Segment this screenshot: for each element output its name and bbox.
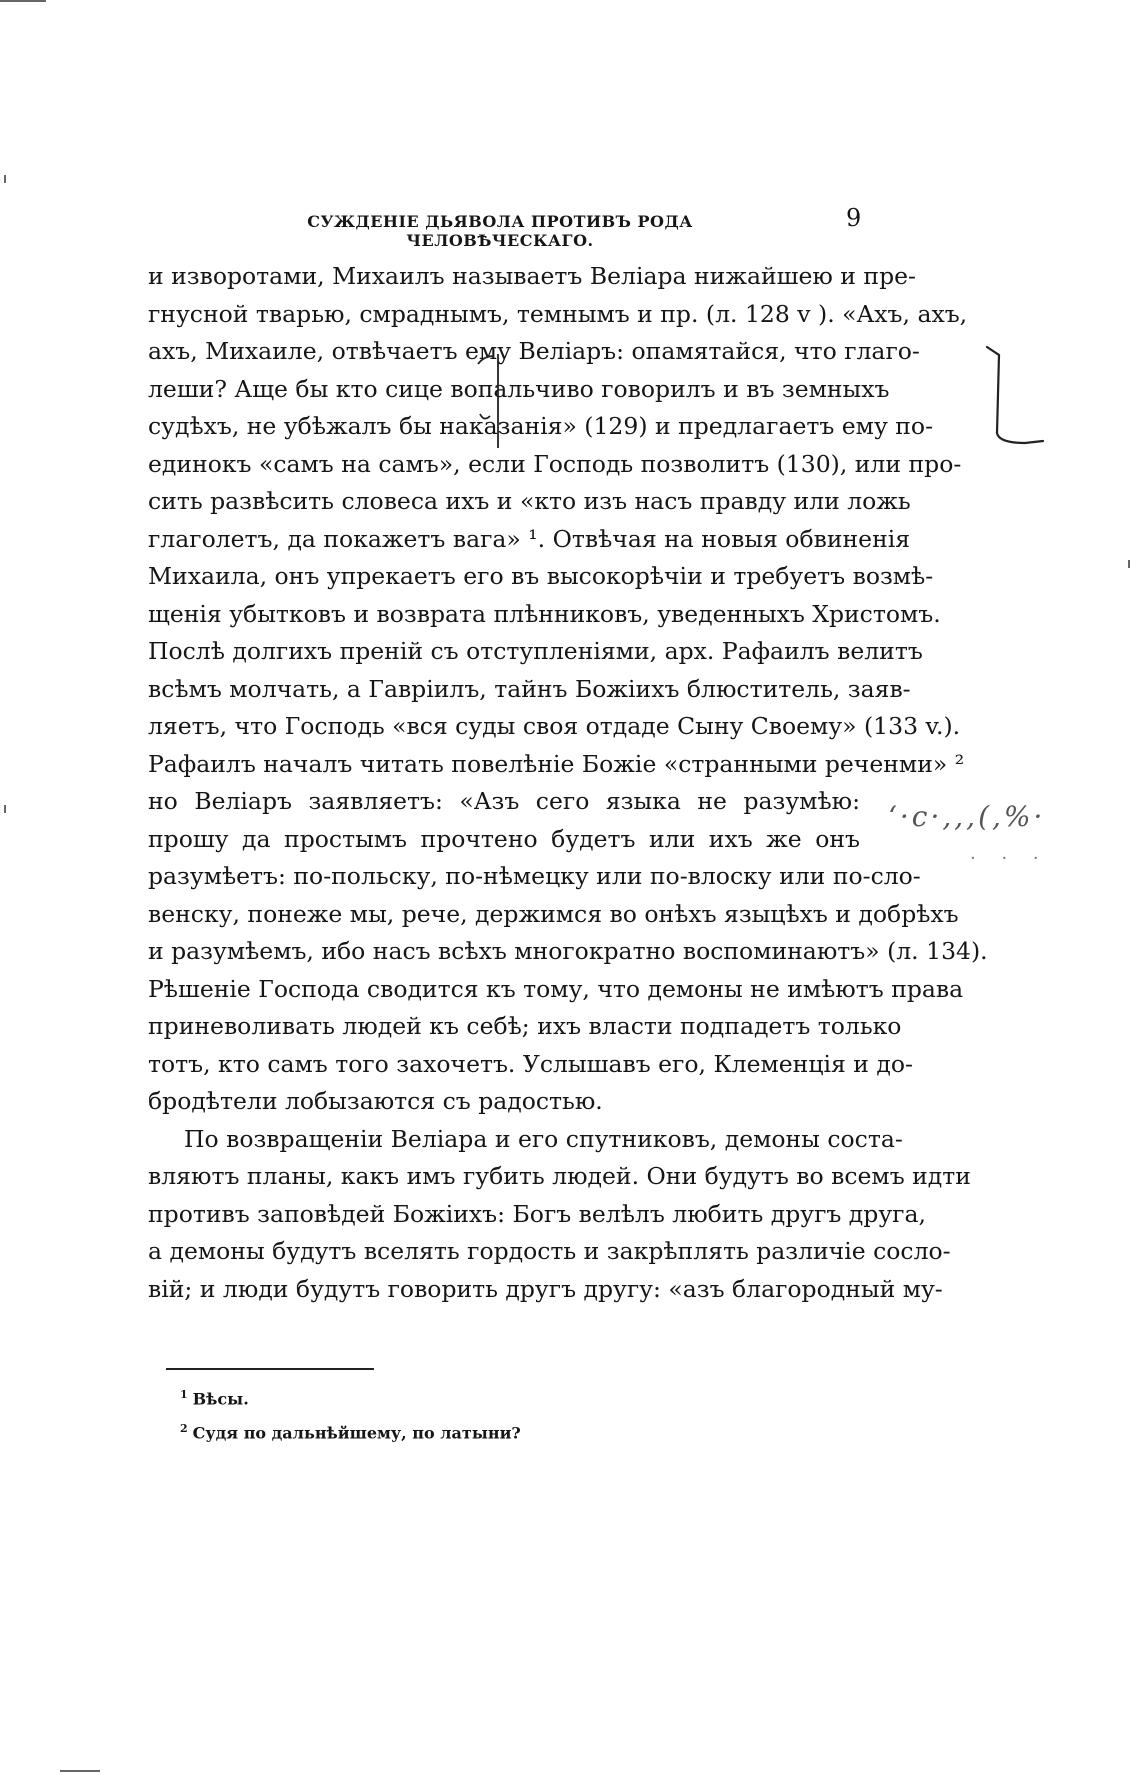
scan-edge-mark — [60, 1770, 100, 1772]
footnote-mark: 1 — [180, 1388, 188, 1401]
text-line: сить развѣсить словеса ихъ и «кто изъ насъ правду или ложь — [148, 487, 911, 515]
text-line: По возвращеніи Веліара и его спутниковъ, демоны соста- — [184, 1124, 903, 1153]
text-line: вляютъ планы, какъ имъ губить людей. Они будутъ во всемъ идти — [148, 1162, 971, 1190]
text-line: но Веліаръ заявляетъ: «Азъ сего языка не разумѣю: — [148, 787, 860, 815]
scan-edge-mark — [4, 805, 6, 813]
text-line: бродѣтели лобызаются съ радостью. — [148, 1087, 603, 1115]
text-line: вій; и люди будутъ говорить другъ другу: «азъ благородный му- — [148, 1274, 943, 1303]
footnote-divider — [166, 1368, 374, 1370]
margin-bracket-mark — [985, 345, 1045, 450]
scan-edge-mark — [0, 0, 46, 2]
text-line: судѣхъ, не убѣжалъ бы наказанія» (129) и предлагаетъ ему по- — [148, 412, 934, 440]
text-line: единокъ «самъ на самъ», если Господь позволитъ (130), или про- — [148, 449, 962, 478]
margin-handwriting: ʻ·с·,,,(,%· — [888, 800, 1046, 833]
text-line: приневоливать людей къ себѣ; ихъ власти подпадетъ только — [148, 1012, 902, 1040]
text-line: щенія убытковъ и возврата плѣнниковъ, уведенныхъ Христомъ. — [148, 599, 941, 628]
margin-handwriting-dots: · · · — [970, 848, 1049, 869]
footnote-text: Судя по дальнѣйшему, по латыни? — [192, 1423, 521, 1443]
text-line: разумѣетъ: по-польску, по-нѣмецку или по-влоску или по-сло- — [148, 862, 921, 890]
text-line: всѣмъ молчать, а Гавріилъ, тайнъ Божіихъ блюститель, заяв- — [148, 674, 911, 703]
text-line: гнусной тварью, смраднымъ, темнымъ и пр. (л. 128 v ). «Ахъ, ахъ, — [148, 299, 968, 328]
text-line: а демоны будутъ вселять гордость и закрѣплять различіе сосло- — [148, 1237, 951, 1265]
footnote-mark: 2 — [180, 1422, 188, 1436]
footnote-text: Вѣсы. — [192, 1389, 249, 1409]
text-line: глаголетъ, да покажетъ вага» ¹. Отвѣчая на новыя обвиненія — [148, 524, 911, 553]
scan-edge-mark — [1128, 560, 1130, 568]
footnotes — [180, 1380, 780, 1449]
text-line: Рѣшеніе Господа сводится къ тому, что демоны не имѣютъ права — [148, 974, 964, 1003]
scan-edge-mark — [4, 175, 6, 183]
running-head: СУЖДЕНІЕ ДЬЯВОЛА ПРОТИВЪ РОДА ЧЕЛОВѢЧЕСКАГО. — [307, 212, 693, 250]
text-line: противъ заповѣдей Божіихъ: Богъ велѣлъ любить другъ друга, — [148, 1199, 926, 1228]
footnote — [180, 1380, 780, 1414]
text-line: тотъ, кто самъ того захочетъ. Услышавъ его, Клеменція и до- — [148, 1049, 913, 1078]
footnote — [180, 1414, 780, 1448]
text-line: Рафаилъ началъ читать повелѣніе Божіе «странными реченми» ² — [148, 749, 965, 778]
text-line: и изворотами, Михаилъ называетъ Веліара нижайшею и пре- — [148, 262, 916, 290]
text-line: Михаила, онъ упрекаетъ его въ высокорѣчіи и требуетъ возмѣ- — [148, 562, 934, 590]
text-line: ляетъ, что Господь «вся суды своя отдаде Сыну Своему» (133 v.). — [148, 712, 961, 740]
text-line: прошу да простымъ прочтено будетъ или ихъ же онъ — [148, 824, 860, 853]
text-line: Послѣ долгихъ преній съ отступленіями, арх. Рафаилъ велитъ — [148, 637, 923, 665]
text-line: ахъ, Михаиле, отвѣчаетъ ему Веліаръ: опамятайся, что глаго- — [148, 337, 920, 365]
page-number: 9 — [846, 204, 862, 232]
inline-pen-mark — [458, 330, 518, 460]
text-line: леши? Аще бы кто сице вопальчиво говорилъ и въ земныхъ — [148, 374, 890, 403]
text-line: венску, понеже мы, рече, держимся во онѣхъ языцѣхъ и добрѣхъ — [148, 899, 959, 928]
text-line: и разумѣемъ, ибо насъ всѣхъ многократно воспоминаютъ» (л. 134). — [148, 937, 988, 965]
